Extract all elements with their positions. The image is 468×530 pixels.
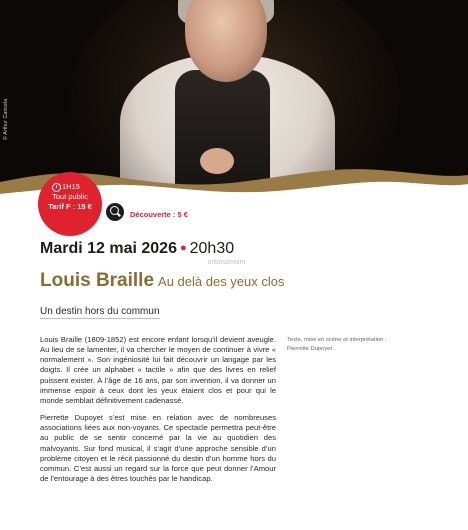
show-title-line bbox=[40, 270, 285, 292]
credits-label: Texte, mise en scène et interprétation : bbox=[287, 337, 387, 343]
clock-icon bbox=[52, 183, 61, 192]
audience-label: Tout public bbox=[52, 192, 88, 201]
event-datetime bbox=[40, 240, 234, 258]
venue-watermark: inforuimum bbox=[208, 259, 246, 266]
tarif-label: Tarif F : 15 € bbox=[48, 202, 92, 211]
duration-label: 1H15 bbox=[62, 182, 80, 191]
description-paragraph: Louis Braille (1809-1852) est encore enfant lorsqu’il devient aveugle. Au lieu de se lamenter, il va chercher le moyen de continuer à vivre « normalement ». Son ingéniosité lui fait découvrir un langage par les doigts. Il crée un alphabet « tactile » afin que des livres en relief puissent exister. À l’âge de 16 ans, par son invention, il va donner un immense espoir à ceux dont les yeux étaient clos et pour qui le monde semblait définitivement cadenassé. bbox=[40, 335, 276, 405]
event-time: 20h30 bbox=[189, 240, 235, 257]
credits-name: Pierrette Dupoyet bbox=[287, 346, 333, 352]
show-title: Louis Braille bbox=[40, 270, 155, 291]
event-date: Mardi 12 mai 2026 bbox=[40, 240, 177, 257]
photo-credit: © Arthur Cancela bbox=[3, 98, 9, 140]
info-badge bbox=[38, 172, 102, 236]
separator-dot: ● bbox=[179, 242, 187, 254]
show-tagline: Un destin hors du commun bbox=[40, 306, 160, 317]
credits bbox=[287, 336, 447, 354]
description bbox=[40, 335, 276, 491]
decouverte-price: Découverte : 5 € bbox=[130, 210, 188, 219]
magnifier-button[interactable] bbox=[106, 203, 124, 221]
show-subtitle: Au delà des yeux clos bbox=[158, 274, 285, 289]
description-paragraph: Pierrette Dupoyet s’est mise en relation avec de nombreuses associations liées aux non-voyants. Ce spectacle permettra peut-être au public de se sentir concerné par la vie au quotidien des malvoyants. Sur fond musical, il s’agit d’une approche sensible d’un problème citoyen et le récit passionné du destin d’un homme hors du commun. C’est aussi un regard sur la force que peut donner l’Amour de l’entourage à des êtres touchés par le handicap. bbox=[40, 413, 276, 484]
search-icon-handle bbox=[117, 213, 121, 217]
